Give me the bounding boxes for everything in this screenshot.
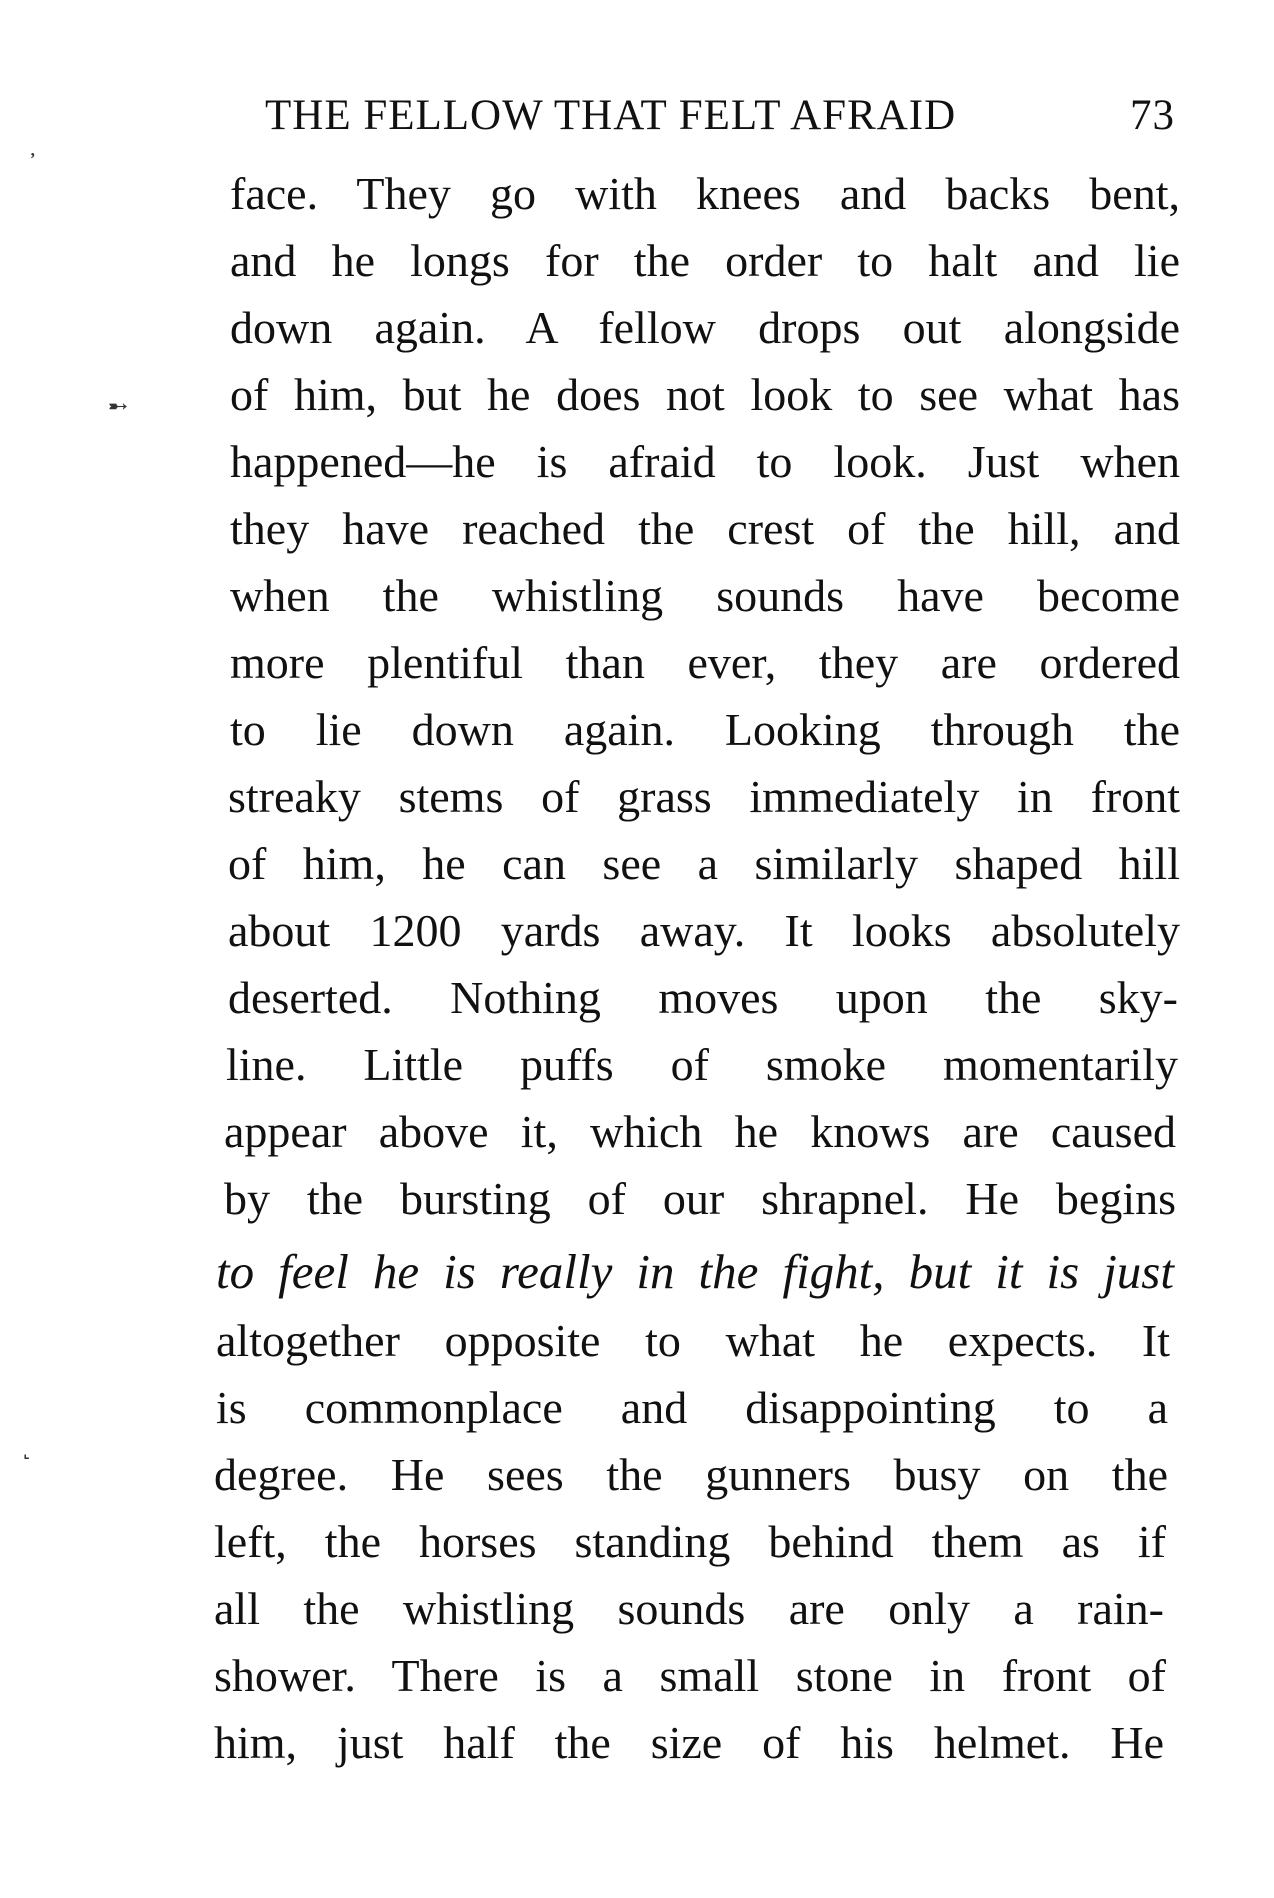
text-line: is commonplace and disappointing to a: [216, 1382, 1168, 1433]
text-line: to feel he is really in the fight, but it is just: [216, 1244, 1174, 1299]
text-line: line. Little puffs of smoke momentarily: [226, 1039, 1178, 1090]
text-line: and he longs for the order to halt and lie: [230, 235, 1180, 286]
running-head-title: THE FELLOW THAT FELT AFRAID: [265, 92, 957, 139]
text-line: when the whistling sounds have become: [230, 570, 1180, 621]
text-line: by the bursting of our shrapnel. He begins: [224, 1173, 1176, 1224]
text-line: they have reached the crest of the hill, and: [230, 503, 1180, 554]
text-line: altogether opposite to what he expects. It: [216, 1315, 1170, 1366]
text-line: of him, he can see a similarly shaped hill: [228, 838, 1180, 889]
text-line: to lie down again. Looking through the: [230, 704, 1180, 755]
text-line: down again. A fellow drops out alongside: [230, 302, 1180, 353]
text-line: all the whistling sounds are only a rain-: [214, 1583, 1164, 1634]
text-line: him, just half the size of his helmet. He: [214, 1717, 1164, 1768]
text-line: degree. He sees the gunners busy on the: [214, 1449, 1168, 1500]
text-line: shower. There is a small stone in front of: [214, 1650, 1166, 1701]
text-line: left, the horses standing behind them as if: [214, 1516, 1166, 1567]
text-line: of him, but he does not look to see what has: [230, 369, 1180, 420]
margin-speck-mark: ᾽: [28, 149, 38, 180]
text-line: streaky stems of grass immediately in front: [228, 771, 1180, 822]
page-number: 73: [1130, 92, 1175, 139]
text-line: deserted. Nothing moves upon the sky-: [228, 972, 1178, 1023]
text-line: more plentiful than ever, they are ordered: [230, 637, 1180, 688]
text-line: about 1200 yards away. It looks absolutely: [228, 905, 1180, 956]
text-line: appear above it, which he knows are caused: [224, 1106, 1176, 1157]
margin-arrow-mark: ➸: [108, 394, 129, 420]
text-line: happened—he is afraid to look. Just when: [230, 436, 1180, 487]
text-line: face. They go with knees and backs bent,: [230, 168, 1180, 219]
margin-speck-mark: ˻: [22, 1429, 32, 1460]
